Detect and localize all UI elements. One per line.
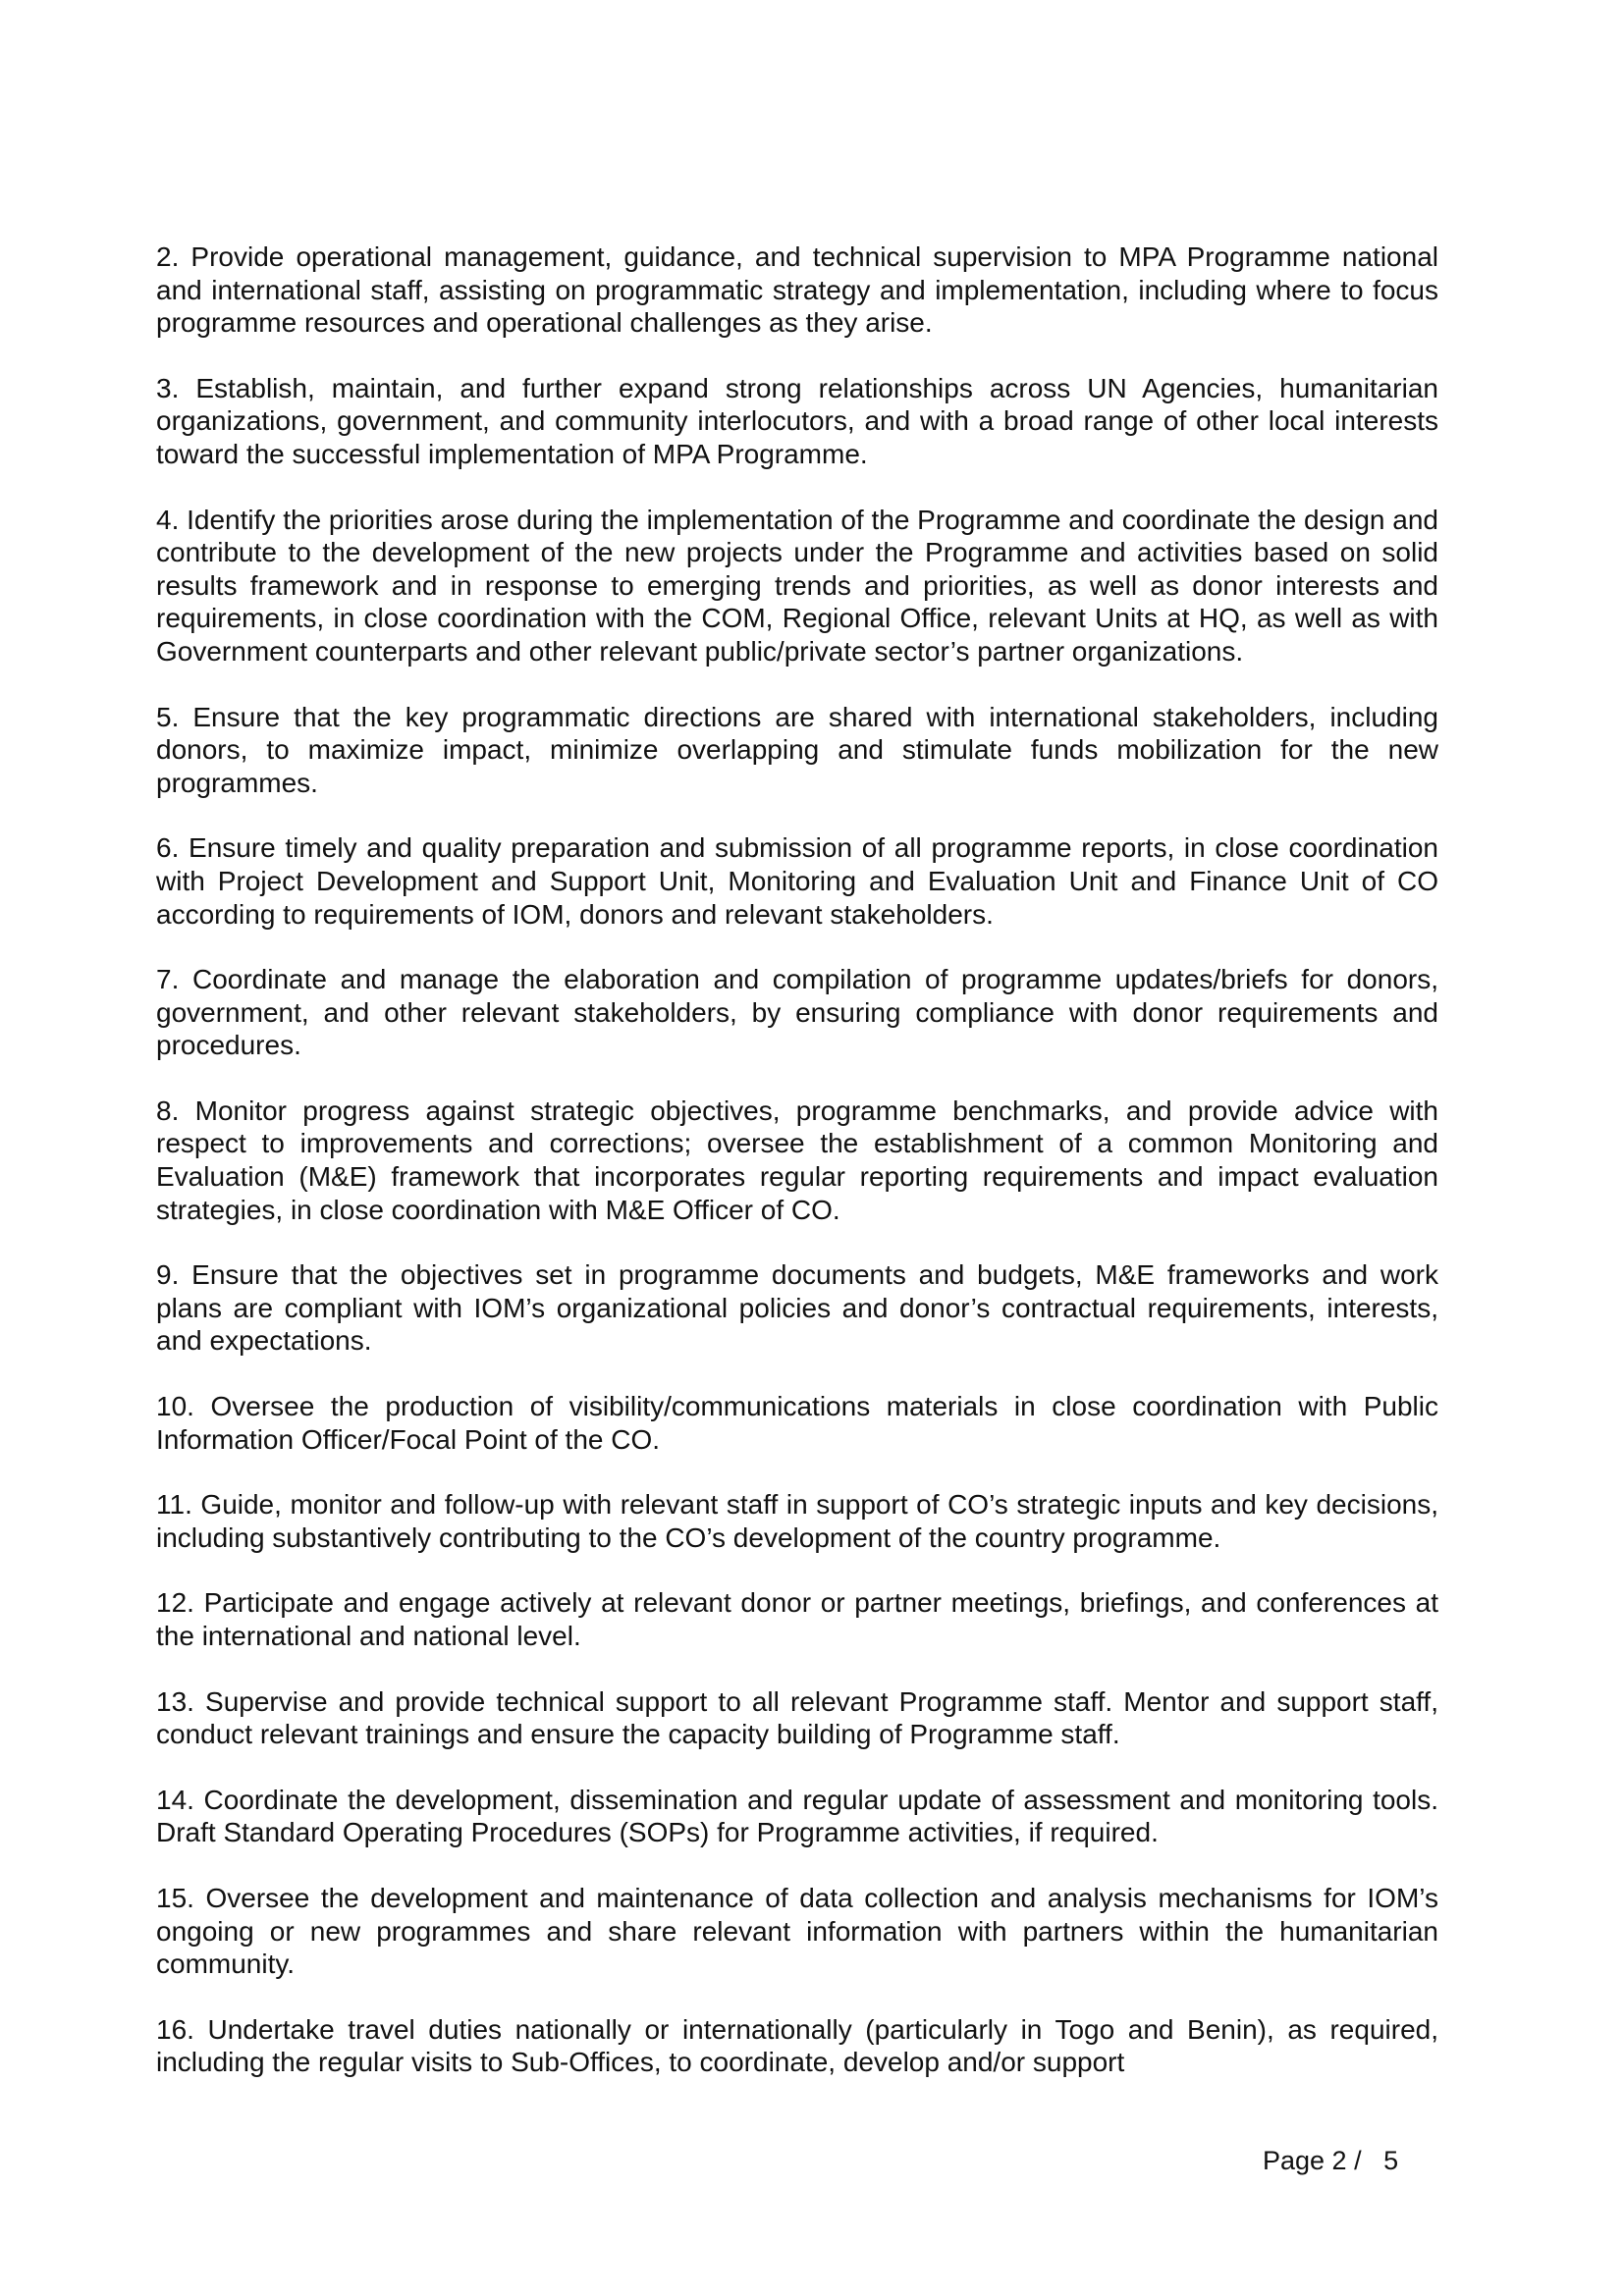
paragraph-item-7: 7. Coordinate and manage the elaboration and compilation of programme updates/briefs for donors, government, and other relevant stakeholders, by ensuring compliance with donor requirements and procedures.	[156, 964, 1438, 1061]
paragraph-item-15: 15. Oversee the development and maintenance of data collection and analysis mechanisms for IOM’s ongoing or new programmes and share relevant information with partners within the humanitarian community.	[156, 1882, 1438, 1980]
paragraph-item-2: 2. Provide operational management, guidance, and technical supervision to MPA Programme national and international staff, assisting on programmatic strategy and implementation, including where to focus programme resources and operational challenges as they arise.	[156, 241, 1438, 339]
page-number: Page 2 / 5	[1263, 2146, 1399, 2175]
paragraph-item-9: 9. Ensure that the objectives set in programme documents and budgets, M&E frameworks and work plans are compliant with IOM’s organizational policies and donor’s contractual requirements, interests, and expectations.	[156, 1259, 1438, 1357]
document-body	[156, 240, 1438, 2111]
paragraph-item-12: 12. Participate and engage actively at relevant donor or partner meetings, briefings, and conferences at the international and national level.	[156, 1587, 1438, 1651]
paragraph-item-11: 11. Guide, monitor and follow-up with relevant staff in support of CO’s strategic inputs and key decisions, including substantively contributing to the CO’s development of the country programme.	[156, 1489, 1438, 1553]
paragraph-item-3: 3. Establish, maintain, and further expand strong relationships across UN Agencies, humanitarian organizations, government, and community interlocutors, and with a broad range of other local interests toward the successful implementation of MPA Programme.	[156, 372, 1438, 469]
paragraph-item-8: 8. Monitor progress against strategic objectives, programme benchmarks, and provide advice with respect to improvements and corrections; oversee the establishment of a common Monitoring and Evaluation (M&E) framework that incorporates regular reporting requirements and impact evaluation strategies, in close coordination with M&E Officer of CO.	[156, 1095, 1438, 1225]
paragraph-item-13: 13. Supervise and provide technical support to all relevant Programme staff. Mentor and support staff, conduct relevant trainings and ensure the capacity building of Programme staff.	[156, 1685, 1438, 1750]
paragraph-item-16: 16. Undertake travel duties nationally or internationally (particularly in Togo and Benin), as required, including the regular visits to Sub-Offices, to coordinate, develop and/or support	[156, 2013, 1438, 2078]
paragraph-item-10: 10. Oversee the production of visibility/communications materials in close coordination with Public Information Officer/Focal Point of the CO.	[156, 1391, 1438, 1455]
paragraph-item-5: 5. Ensure that the key programmatic directions are shared with international stakeholders, including donors, to maximize impact, minimize overlapping and stimulate funds mobilization for the new programmes.	[156, 701, 1438, 798]
paragraph-item-14: 14. Coordinate the development, dissemination and regular update of assessment and monitoring tools. Draft Standard Operating Procedures (SOPs) for Programme activities, if required.	[156, 1784, 1438, 1848]
paragraph-item-4: 4. Identify the priorities arose during the implementation of the Programme and coordinate the design and contribute to the development of the new projects under the Programme and activities based on solid results framework and in response to emerging trends and priorities, as well as donor interests and requirements, in close coordination with the COM, Regional Office, relevant Units at HQ, as well as with Government counterparts and other relevant public/private sector’s partner organizations.	[156, 504, 1438, 667]
paragraph-item-6: 6. Ensure timely and quality preparation and submission of all programme reports, in close coordination with Project Development and Support Unit, Monitoring and Evaluation Unit and Finance Unit of CO according to requirements of IOM, donors and relevant stakeholders.	[156, 832, 1438, 930]
